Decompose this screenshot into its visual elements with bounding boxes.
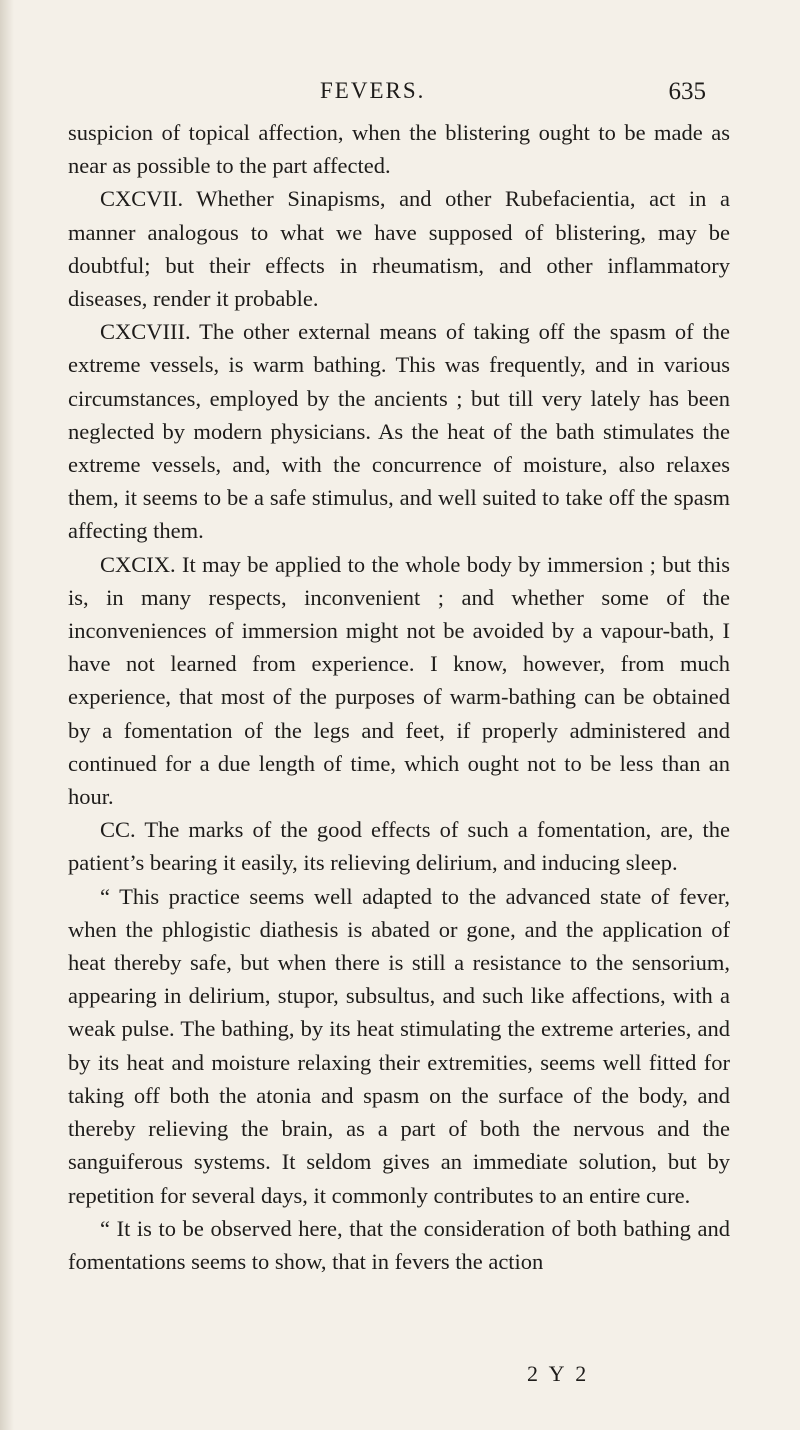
printer-signature: 2 Y 2 (527, 1361, 590, 1386)
paragraph-cxcix: CXCIX. It may be applied to the whole body by immersion ; but this is, in many respects, inconvenient ; and whether some of the inconveniences of immersion might not be avoided by a vapour-bath, I have not learned from experience. I know, however, from much experience, that most of the purposes of warm-bathing can be obtained by a fomentation of the legs and feet, if properly administered and continued for a due length of time, which ought not to be less than an hour. (68, 551, 730, 810)
paragraph-cxcviii: CXCVIII. The other external means of taking off the spasm of the extreme vessels, is warm bathing. This was frequently, and in various circumstances, employed by the ancients ; but till very lately has been neglected by modern physicians. As the heat of the bath stimulates the extreme vessels, and, with the concurrence of moisture, also relaxes them, it seems to be a safe stimulus, and well suited to take off the spasm affecting them. (68, 319, 730, 544)
paragraph-quote-practice: “ This practice seems well adapted to the advanced state of fever, when the phlogistic diathesis is abated or gone, and the application of heat thereby safe, but when there is still a resistance to the sensorium, appearing in delirium, stupor, subsultus, and such like affections, with a weak pulse. The bathing, by its heat stimulating the extreme arteries, and by its heat and moisture relaxing their extremities, seems well fitted for taking off both the atonia and spasm on the surface of the body, and thereby relieving the brain, as a part of both the nervous and the sanguiferous systems. It seldom gives an immediate solution, but by repetition for several days, it commonly contributes to an entire cure. (68, 883, 730, 1208)
paragraph-cc: CC. The marks of the good effects of such a fomentation, are, the patient’s bearing it easily, its relieving delirium, and inducing sleep. (68, 817, 730, 876)
running-title: FEVERS. (320, 78, 426, 103)
page-edge-shadow (0, 0, 14, 1430)
paragraph-cxcvii: CXCVII. Whether Sinapisms, and other Rubefacientia, act in a manner analogous to what we have supposed of blistering, may be doubtful; but their effects in rheumatism, and other inflammatory diseases, render it probable. (68, 186, 730, 312)
page-header (0, 78, 800, 112)
body-text (68, 116, 730, 1278)
paragraph-quote-observed: “ It is to be observed here, that the consideration of both bathing and fomentations seems to show, that in fevers the action (68, 1215, 730, 1274)
paragraph-continuation: suspicion of topical affection, when the blistering ought to be made as near as possible to the part affected. (68, 120, 730, 179)
page-number: 635 (668, 78, 706, 105)
